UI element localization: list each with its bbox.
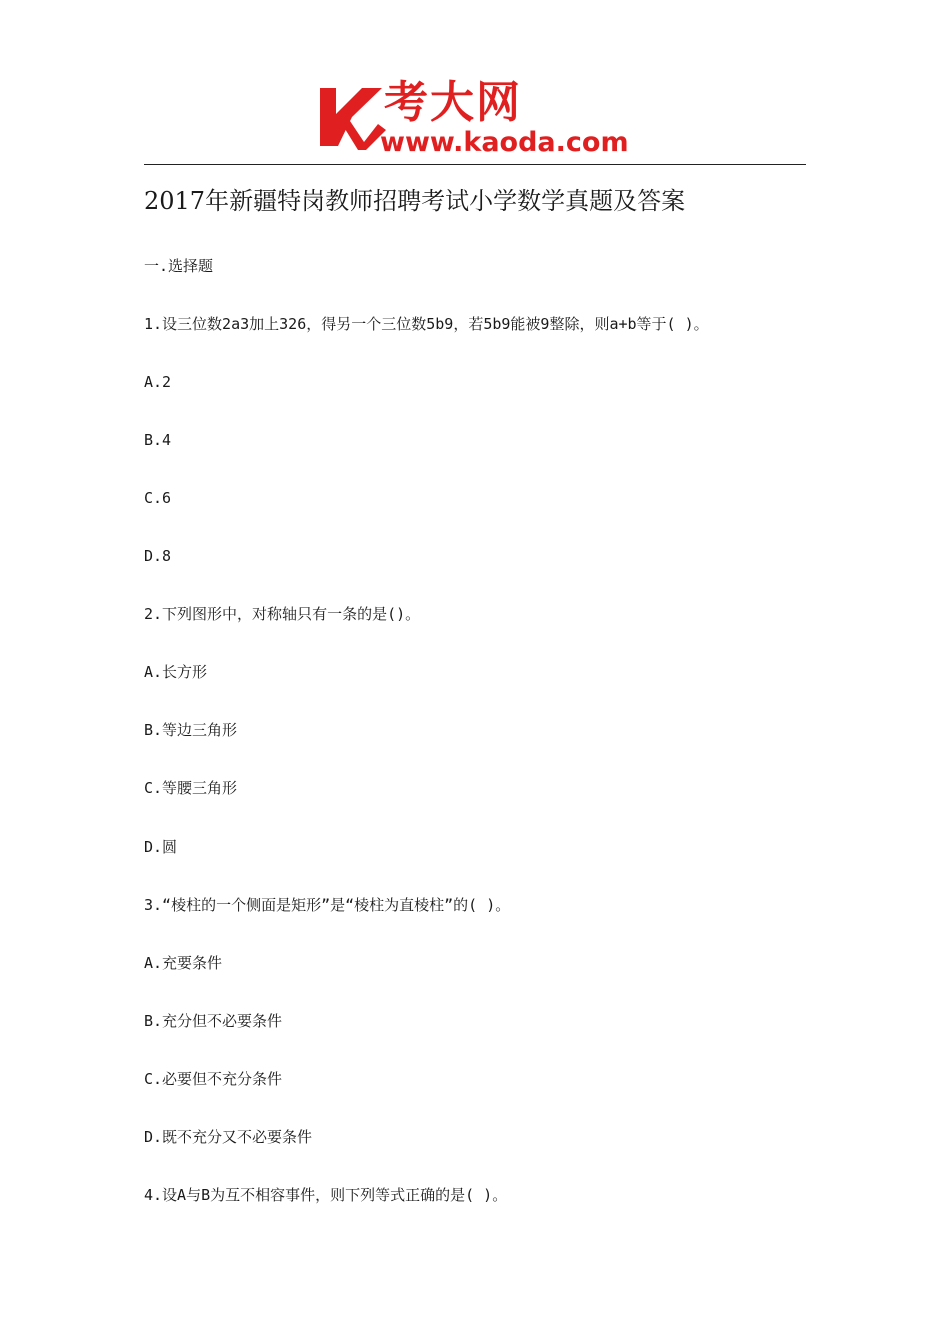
q1-option-c: C.6 [144,489,172,507]
header-divider [144,164,806,165]
k-logo-icon [318,84,388,150]
q2-option-a: A.长方形 [144,663,208,681]
question-3: 3.“棱柱的一个侧面是矩形”是“棱柱为直棱柱”的( )。 [144,896,511,914]
kaoda-logo [318,78,640,160]
logo-website: www.kaoda.com [380,127,629,158]
q1-option-d: D.8 [144,547,172,565]
q3-option-a: A.充要条件 [144,954,223,972]
q1-option-b: B.4 [144,431,172,449]
q3-option-b: B.充分但不必要条件 [144,1012,283,1030]
logo-chinese-name: 考大网 [384,77,522,128]
document-title: 2017年新疆特岗教师招聘考试小学数学真题及答案 [144,187,686,215]
q3-option-d: D.既不充分又不必要条件 [144,1128,313,1146]
q3-option-c: C.必要但不充分条件 [144,1070,283,1088]
q2-option-c: C.等腰三角形 [144,779,238,797]
question-4: 4.设A与B为互不相容事件，则下列等式正确的是( )。 [144,1186,508,1204]
q2-option-b: B.等边三角形 [144,721,238,739]
question-2: 2.下列图形中，对称轴只有一条的是()。 [144,605,421,623]
q2-option-d: D.圆 [144,838,178,856]
question-1: 1.设三位数2a3加上326，得另一个三位数5b9，若5b9能被9整除，则a+b等于( )。 [144,315,709,333]
q1-option-a: A.2 [144,373,172,391]
section-heading: 一.选择题 [144,257,214,275]
